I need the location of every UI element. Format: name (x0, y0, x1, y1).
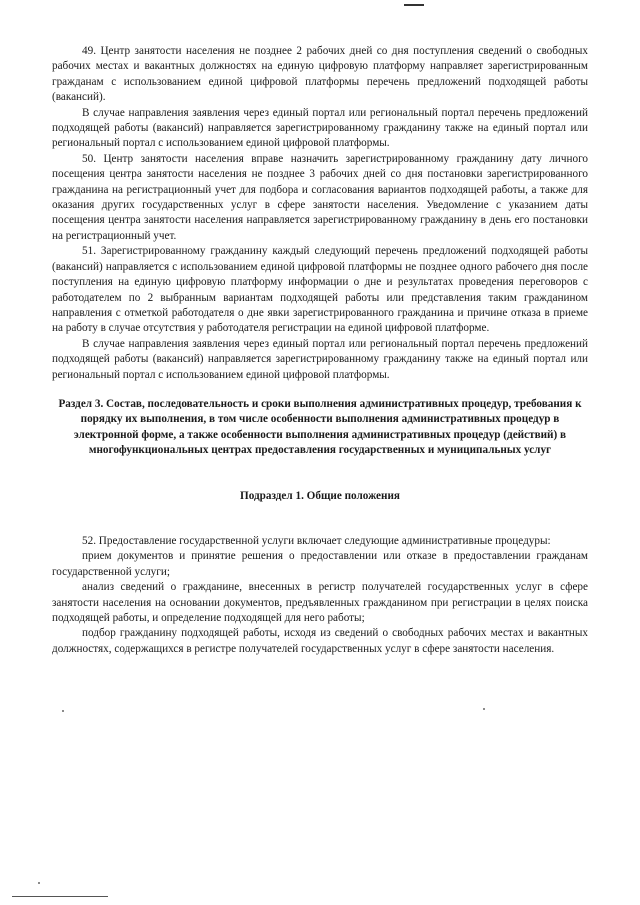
list-item-reception: прием документов и принятие решения о предоставлении или отказе в предоставлении гражданам государственной услуги; (52, 550, 588, 578)
paragraph-49-portal: В случае направления заявления через единый портал или региональный портал перечень предложений подходящей работы (вакансий) направляется зарегистрированному гражданину также на единый портал или региональный портал с использованием единой цифровой платформы. (52, 106, 588, 150)
scan-speck (483, 708, 485, 710)
list-item-selection: подбор гражданину подходящей работы, исходя из сведений о свободных рабочих местах и вакантных должностях, содержащихся в регистре получателей государственных услуг в сфере занятости населения. (52, 627, 588, 655)
scan-speck (38, 882, 40, 884)
scan-speck (62, 710, 64, 712)
paragraph-50: 50. Центр занятости населения вправе назначить зарегистрированному гражданину дату личного посещения центра занятости населения не позднее 3 рабочих дней со дня постановки зарегистрированного гражданина на регистрационный учет для подбора и согласования вариантов подходящей работы, а также для оказания других государственных услуг в сфере занятости населения. Уведомление с указанием даты посещения центра занятости населения направляется зарегистрированному гражданину в день его постановки на регистрационный учет. (52, 152, 588, 242)
paragraph-49: 49. Центр занятости населения не позднее 2 рабочих дней со дня поступления сведений о свободных рабочих местах и вакантных должностях на единую цифровую платформу направляет зарегистрированным гражданам с использованием единой цифровой платформы перечень предложений подходящей работы (вакансий). (52, 45, 588, 104)
list-item-analysis: анализ сведений о гражданине, внесенных в регистр получателей государственных услуг в сфере занятости населения на основании документов, предъявленных гражданином при регистрации в целях поиска подходящей работы, и определение подходящей для него работы; (52, 581, 588, 624)
paragraph-51-portal: В случае направления заявления через единый портал или региональный портал перечень предложений подходящей работы (вакансий) направляется зарегистрированному гражданину также на единый портал или региональный портал с использованием единой цифровой платформы. (52, 337, 588, 381)
section-heading: Раздел 3. Состав, последовательность и сроки выполнения административных процедур, требования к порядку их выполнения, в том числе особенности выполнения административных процедур в электронной форме, а также особенности выполнения административных процедур (действий) в многофункциональных центрах предоставления государственных и муниципальных услуг (58, 397, 582, 457)
paragraph-51: 51. Зарегистрированному гражданину каждый следующий перечень предложений подходящей работы (вакансий) направляется с использованием единой цифровой платформы не позднее одного рабочего дня после поступления на единую цифровую платформу информации о дне и результатах проведения переговоров с работодателем по 2 выбранным вариантам подходящей работы или представления таким гражданином направления с отметкой работодателя о дне явки зарегистрированного гражданина и причине отказа в приеме на работу в случае отсутствия у работодателя регистрации на единой цифровой платформе. (52, 245, 588, 335)
footer-rule (12, 896, 108, 897)
document-body (52, 44, 588, 657)
scan-mark (404, 4, 424, 6)
paragraph-52: 52. Предоставление государственной услуги включает следующие административные процедуры: (82, 534, 551, 547)
subsection-heading: Подраздел 1. Общие положения (240, 489, 400, 502)
